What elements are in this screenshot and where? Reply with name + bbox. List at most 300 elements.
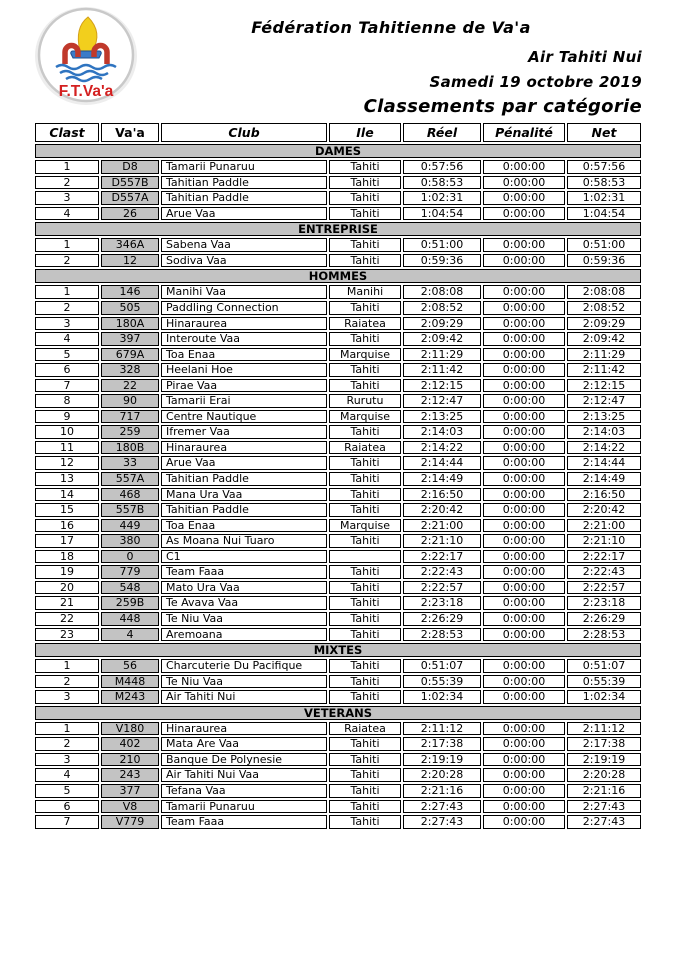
net-cell: 2:12:15 [567,379,641,393]
result-row [35,425,641,439]
net-cell: 2:09:42 [567,332,641,346]
col-header-vaa: Va'a [101,123,159,142]
result-row [35,301,641,315]
rank-cell: 20 [35,581,99,595]
vaa-cell: 146 [101,285,159,299]
col-header-ile: Ile [329,123,401,142]
ile-cell: Tahiti [329,503,401,517]
result-row [35,503,641,517]
vaa-cell: 402 [101,737,159,751]
ile-cell: Tahiti [329,737,401,751]
rank-cell: 2 [35,254,99,268]
ile-cell: Tahiti [329,581,401,595]
reel-cell: 2:08:08 [403,285,481,299]
penalite-cell: 0:00:00 [483,425,565,439]
net-cell: 2:09:29 [567,317,641,331]
vaa-cell: 377 [101,784,159,798]
section-header-entreprise: ENTREPRISE [35,222,641,236]
net-cell: 2:21:10 [567,534,641,548]
col-header-club: Club [161,123,327,142]
ile-cell: Marquise [329,348,401,362]
results-body [35,144,641,829]
club-cell: Toa Enaa [161,519,327,533]
reel-cell: 2:20:28 [403,768,481,782]
result-row [35,628,641,642]
penalite-cell: 0:00:00 [483,176,565,190]
net-cell: 2:14:49 [567,472,641,486]
section-header-mixtes: MIXTES [35,643,641,657]
penalite-cell: 0:00:00 [483,348,565,362]
col-header-rank: Clast [35,123,99,142]
ile-cell: Tahiti [329,379,401,393]
vaa-cell: 259 [101,425,159,439]
ftvaa-logo-icon [32,4,140,108]
results-table [33,121,643,831]
reel-cell: 2:21:16 [403,784,481,798]
ile-cell: Tahiti [329,472,401,486]
vaa-cell: 243 [101,768,159,782]
vaa-cell: 210 [101,753,159,767]
net-cell: 2:26:29 [567,612,641,626]
vaa-cell: 468 [101,488,159,502]
net-cell: 0:51:00 [567,238,641,252]
result-row [35,815,641,829]
rank-cell: 3 [35,753,99,767]
penalite-cell: 0:00:00 [483,565,565,579]
vaa-cell: 717 [101,410,159,424]
net-cell: 2:11:12 [567,722,641,736]
vaa-cell: D557B [101,176,159,190]
vaa-cell: 679A [101,348,159,362]
reel-cell: 2:11:29 [403,348,481,362]
rank-cell: 2 [35,176,99,190]
vaa-cell: M448 [101,675,159,689]
net-cell: 2:21:00 [567,519,641,533]
result-row [35,160,641,174]
penalite-cell: 0:00:00 [483,675,565,689]
penalite-cell: 0:00:00 [483,488,565,502]
club-cell: Charcuterie Du Pacifique [161,659,327,673]
reel-cell: 2:22:17 [403,550,481,564]
result-row [35,534,641,548]
club-cell: Aremoana [161,628,327,642]
reel-cell: 2:14:49 [403,472,481,486]
ile-cell: Tahiti [329,254,401,268]
result-row [35,332,641,346]
result-row [35,659,641,673]
reel-cell: 0:55:39 [403,675,481,689]
net-cell: 2:14:22 [567,441,641,455]
penalite-cell: 0:00:00 [483,550,565,564]
ile-cell: Tahiti [329,596,401,610]
result-row [35,207,641,221]
ile-cell: Tahiti [329,207,401,221]
section-header-dames: DAMES [35,144,641,158]
club-cell: Te Niu Vaa [161,612,327,626]
penalite-cell: 0:00:00 [483,659,565,673]
penalite-cell: 0:00:00 [483,581,565,595]
club-cell: Heelani Hoe [161,363,327,377]
vaa-cell: 22 [101,379,159,393]
ile-cell: Tahiti [329,612,401,626]
vaa-cell: 33 [101,456,159,470]
result-row [35,519,641,533]
reel-cell: 2:22:43 [403,565,481,579]
ile-cell: Tahiti [329,768,401,782]
reel-cell: 2:17:38 [403,737,481,751]
club-cell: As Moana Nui Tuaro [161,534,327,548]
reel-cell: 2:09:42 [403,332,481,346]
reel-cell: 2:20:42 [403,503,481,517]
rank-cell: 1 [35,160,99,174]
rank-cell: 10 [35,425,99,439]
club-cell: Hinaraurea [161,441,327,455]
result-row [35,722,641,736]
vaa-cell: 779 [101,565,159,579]
rank-cell: 1 [35,285,99,299]
vaa-cell: 397 [101,332,159,346]
rank-cell: 16 [35,519,99,533]
reel-cell: 0:59:36 [403,254,481,268]
penalite-cell: 0:00:00 [483,363,565,377]
penalite-cell: 0:00:00 [483,441,565,455]
reel-cell: 2:28:53 [403,628,481,642]
reel-cell: 2:12:15 [403,379,481,393]
ile-cell: Tahiti [329,690,401,704]
rank-cell: 1 [35,722,99,736]
club-cell: Tamarii Punaruu [161,800,327,814]
section-row [35,643,641,657]
club-cell: Tahitian Paddle [161,472,327,486]
vaa-cell: 557B [101,503,159,517]
vaa-cell: 90 [101,394,159,408]
penalite-cell: 0:00:00 [483,207,565,221]
net-cell: 0:59:36 [567,254,641,268]
reel-cell: 2:19:19 [403,753,481,767]
ile-cell: Tahiti [329,800,401,814]
result-row [35,488,641,502]
reel-cell: 2:27:43 [403,800,481,814]
result-row [35,753,641,767]
vaa-cell: 557A [101,472,159,486]
net-cell: 2:20:28 [567,768,641,782]
reel-cell: 1:04:54 [403,207,481,221]
penalite-cell: 0:00:00 [483,737,565,751]
rank-cell: 3 [35,191,99,205]
reel-cell: 2:21:00 [403,519,481,533]
club-cell: Team Faaa [161,815,327,829]
result-row [35,317,641,331]
penalite-cell: 0:00:00 [483,254,565,268]
rank-cell: 1 [35,659,99,673]
net-cell: 0:57:56 [567,160,641,174]
club-cell: Tamarii Erai [161,394,327,408]
reel-cell: 2:11:12 [403,722,481,736]
net-cell: 2:12:47 [567,394,641,408]
ile-cell: Manihi [329,285,401,299]
club-cell: Toa Enaa [161,348,327,362]
vaa-cell: 548 [101,581,159,595]
ile-cell: Tahiti [329,784,401,798]
penalite-cell: 0:00:00 [483,160,565,174]
net-cell: 2:28:53 [567,628,641,642]
club-cell: Te Niu Vaa [161,675,327,689]
ile-cell: Rurutu [329,394,401,408]
ile-cell: Tahiti [329,456,401,470]
ile-cell: Tahiti [329,191,401,205]
ile-cell: Tahiti [329,753,401,767]
vaa-cell: 346A [101,238,159,252]
col-header-net: Net [567,123,641,142]
date-line: Samedi 19 octobre 2019 [429,73,642,91]
penalite-cell: 0:00:00 [483,285,565,299]
vaa-cell: 328 [101,363,159,377]
penalite-cell: 0:00:00 [483,628,565,642]
net-cell: 2:23:18 [567,596,641,610]
vaa-cell: V180 [101,722,159,736]
vaa-cell: V8 [101,800,159,814]
result-row [35,784,641,798]
result-row [35,363,641,377]
penalite-cell: 0:00:00 [483,332,565,346]
net-cell: 2:08:52 [567,301,641,315]
ile-cell [329,550,401,564]
header-titles [140,18,642,117]
result-row [35,581,641,595]
club-cell: Tahitian Paddle [161,176,327,190]
ile-cell: Tahiti [329,238,401,252]
club-cell: Air Tahiti Nui Vaa [161,768,327,782]
ile-cell: Tahiti [329,659,401,673]
reel-cell: 1:02:34 [403,690,481,704]
penalite-cell: 0:00:00 [483,301,565,315]
club-cell: Arue Vaa [161,207,327,221]
ile-cell: Tahiti [329,363,401,377]
club-cell: Mato Ura Vaa [161,581,327,595]
penalite-cell: 0:00:00 [483,503,565,517]
rank-cell: 12 [35,456,99,470]
net-cell: 2:14:03 [567,425,641,439]
section-row [35,706,641,720]
reel-cell: 2:14:03 [403,425,481,439]
vaa-cell: 180B [101,441,159,455]
result-row [35,472,641,486]
rank-cell: 14 [35,488,99,502]
vaa-cell: 380 [101,534,159,548]
reel-cell: 2:12:47 [403,394,481,408]
rank-cell: 5 [35,348,99,362]
net-cell: 2:14:44 [567,456,641,470]
net-cell: 2:16:50 [567,488,641,502]
reel-cell: 2:09:29 [403,317,481,331]
penalite-cell: 0:00:00 [483,612,565,626]
ile-cell: Raiatea [329,441,401,455]
reel-cell: 0:51:07 [403,659,481,673]
ile-cell: Tahiti [329,160,401,174]
reel-cell: 0:57:56 [403,160,481,174]
penalite-cell: 0:00:00 [483,191,565,205]
club-cell: Mata Are Vaa [161,737,327,751]
result-row [35,456,641,470]
net-cell: 1:04:54 [567,207,641,221]
rank-cell: 5 [35,784,99,798]
ftvaa-logo [32,4,140,108]
rank-cell: 2 [35,301,99,315]
club-cell: Ifremer Vaa [161,425,327,439]
vaa-cell: 12 [101,254,159,268]
club-cell: Sabena Vaa [161,238,327,252]
rank-cell: 1 [35,238,99,252]
result-row [35,379,641,393]
club-cell: Hinaraurea [161,317,327,331]
vaa-cell: 56 [101,659,159,673]
penalite-cell: 0:00:00 [483,784,565,798]
penalite-cell: 0:00:00 [483,534,565,548]
vaa-cell: 26 [101,207,159,221]
net-cell: 2:22:17 [567,550,641,564]
net-cell: 2:11:29 [567,348,641,362]
club-cell: Paddling Connection [161,301,327,315]
penalite-cell: 0:00:00 [483,410,565,424]
penalite-cell: 0:00:00 [483,317,565,331]
club-cell: Sodiva Vaa [161,254,327,268]
net-cell: 2:13:25 [567,410,641,424]
reel-cell: 2:14:22 [403,441,481,455]
federation-title: Fédération Tahitienne de Va'a [251,18,531,37]
reel-cell: 2:08:52 [403,301,481,315]
rank-cell: 6 [35,800,99,814]
club-cell: Tahitian Paddle [161,503,327,517]
net-cell: 2:19:19 [567,753,641,767]
club-cell: Tahitian Paddle [161,191,327,205]
ile-cell: Tahiti [329,815,401,829]
rank-cell: 21 [35,596,99,610]
rank-cell: 13 [35,472,99,486]
reel-cell: 2:23:18 [403,596,481,610]
rank-cell: 2 [35,737,99,751]
result-row [35,348,641,362]
penalite-cell: 0:00:00 [483,753,565,767]
penalite-cell: 0:00:00 [483,596,565,610]
reel-cell: 2:16:50 [403,488,481,502]
rank-cell: 23 [35,628,99,642]
vaa-cell: V779 [101,815,159,829]
penalite-cell: 0:00:00 [483,456,565,470]
result-row [35,800,641,814]
section-row [35,269,641,283]
vaa-cell: 449 [101,519,159,533]
net-cell: 2:11:42 [567,363,641,377]
col-header-penalite: Pénalité [483,123,565,142]
ile-cell: Marquise [329,410,401,424]
rank-cell: 3 [35,690,99,704]
penalite-cell: 0:00:00 [483,690,565,704]
result-row [35,254,641,268]
sponsor-line: Air Tahiti Nui [528,48,642,66]
club-cell: Interoute Vaa [161,332,327,346]
reel-cell: 2:14:44 [403,456,481,470]
net-cell: 1:02:34 [567,690,641,704]
rank-cell: 4 [35,332,99,346]
reel-cell: 2:21:10 [403,534,481,548]
penalite-cell: 0:00:00 [483,815,565,829]
rank-cell: 18 [35,550,99,564]
net-cell: 2:27:43 [567,815,641,829]
club-cell: Pirae Vaa [161,379,327,393]
result-row [35,191,641,205]
reel-cell: 0:58:53 [403,176,481,190]
vaa-cell: 180A [101,317,159,331]
club-cell: Banque De Polynesie [161,753,327,767]
section-row [35,222,641,236]
penalite-cell: 0:00:00 [483,238,565,252]
ile-cell: Tahiti [329,628,401,642]
ile-cell: Tahiti [329,488,401,502]
club-cell: Air Tahiti Nui [161,690,327,704]
ile-cell: Raiatea [329,722,401,736]
reel-cell: 2:22:57 [403,581,481,595]
ile-cell: Tahiti [329,565,401,579]
result-row [35,675,641,689]
ile-cell: Tahiti [329,301,401,315]
reel-cell: 1:02:31 [403,191,481,205]
result-row [35,612,641,626]
reel-cell: 2:27:43 [403,815,481,829]
result-row [35,768,641,782]
result-row [35,550,641,564]
column-header-row [35,123,641,142]
net-cell: 2:22:57 [567,581,641,595]
col-header-reel: Réel [403,123,481,142]
penalite-cell: 0:00:00 [483,800,565,814]
club-cell: Arue Vaa [161,456,327,470]
ile-cell: Raiatea [329,317,401,331]
net-cell: 2:17:38 [567,737,641,751]
section-header-hommes: HOMMES [35,269,641,283]
reel-cell: 2:11:42 [403,363,481,377]
ile-cell: Marquise [329,519,401,533]
penalite-cell: 0:00:00 [483,768,565,782]
club-cell: C1 [161,550,327,564]
net-cell: 2:08:08 [567,285,641,299]
net-cell: 0:58:53 [567,176,641,190]
penalite-cell: 0:00:00 [483,472,565,486]
reel-cell: 2:13:25 [403,410,481,424]
section-header-veterans: VETERANS [35,706,641,720]
ile-cell: Tahiti [329,675,401,689]
vaa-cell: 0 [101,550,159,564]
rank-cell: 22 [35,612,99,626]
result-row [35,690,641,704]
penalite-cell: 0:00:00 [483,394,565,408]
penalite-cell: 0:00:00 [483,379,565,393]
vaa-cell: D557A [101,191,159,205]
net-cell: 0:55:39 [567,675,641,689]
rank-cell: 6 [35,363,99,377]
rank-cell: 17 [35,534,99,548]
rank-cell: 11 [35,441,99,455]
net-cell: 1:02:31 [567,191,641,205]
vaa-cell: D8 [101,160,159,174]
club-cell: Te Avava Vaa [161,596,327,610]
net-cell: 0:51:07 [567,659,641,673]
rank-cell: 9 [35,410,99,424]
ile-cell: Tahiti [329,176,401,190]
ile-cell: Tahiti [329,534,401,548]
club-cell: Hinaraurea [161,722,327,736]
club-cell: Mana Ura Vaa [161,488,327,502]
vaa-cell: M243 [101,690,159,704]
